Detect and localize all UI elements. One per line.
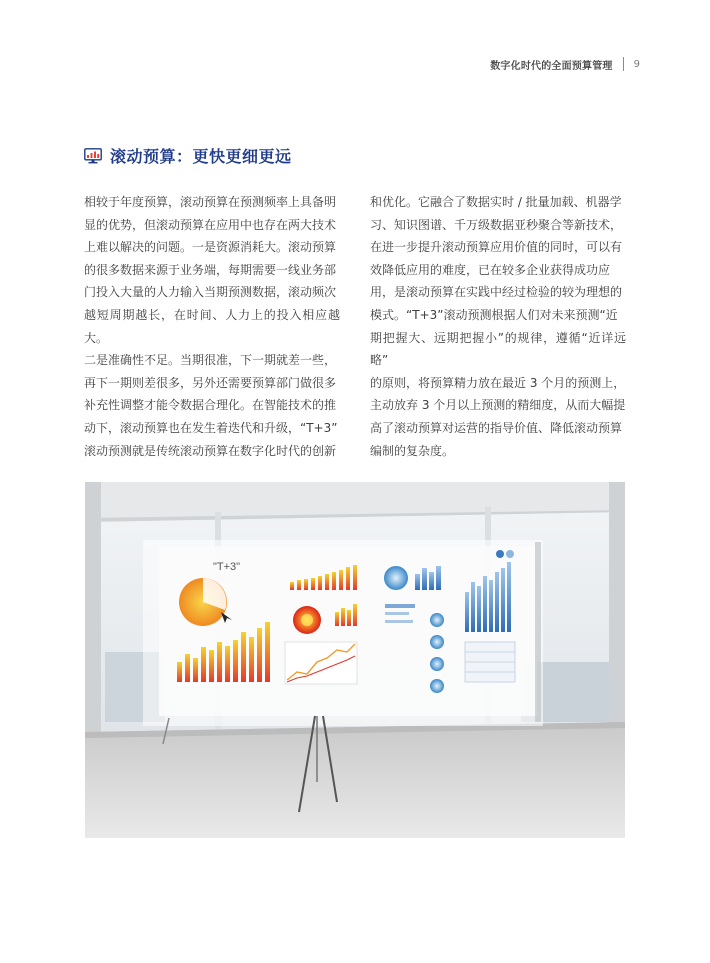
running-header	[490, 57, 640, 71]
paragraph-line: 滚动预测就是传统滚动预算在数字化时代的创新	[84, 443, 337, 458]
paragraph-line: 习、知识图谱、千万级数据亚秒聚合等新技术，	[370, 217, 623, 232]
paragraph-line: 越短周期越长，在时间、人力上的投入相应越大。	[84, 307, 340, 345]
paragraph-line: 和优化。它融合了数据实时 / 批量加载、机器学	[370, 195, 622, 209]
header-divider	[623, 57, 624, 71]
photo-illustration	[85, 482, 625, 838]
office-dashboard-photo	[85, 482, 625, 838]
paragraph-line: 主动放弃 3 个月以上预测的精细度，从而大幅提	[370, 398, 626, 413]
page-number: 9	[633, 58, 640, 70]
paragraph-line: 二是准确性不足。当期很准，下一期就差一些，	[84, 353, 337, 368]
paragraph-line: 补充性调整才能令数据合理化。在智能技术的推	[84, 398, 337, 413]
paragraph-line: 效降低应用的难度，已在较多企业获得成功应	[370, 262, 611, 277]
paragraph-line: 编制的复杂度。	[370, 443, 455, 458]
paragraph-line: 高了滚动预算对运营的指导价值、降低滚动预算	[370, 420, 623, 435]
paragraph-line: 的原则，将预算精力放在最近 3 个月的预测上，	[370, 375, 626, 390]
paragraph-line: 再下一期则差很多，另外还需要预算部门做很多	[84, 375, 337, 390]
body-column-left	[84, 191, 340, 462]
paragraph-line: 动下，滚动预算也在发生着迭代和升级，“T+3”	[84, 420, 338, 435]
paragraph-line: 模式。“T+3”滚动预测根据人们对未来预测“近	[370, 307, 618, 322]
section-title: 滚动预算：更快更细更远	[110, 147, 292, 166]
paragraph-line: 门投入大量的人力输入当期预测数据，滚动频次	[84, 285, 337, 300]
body-column-right	[370, 191, 626, 462]
paragraph-line: 期把握大、远期把握小”的规律，遵循“近详远略”	[370, 330, 626, 368]
paragraph-line: 的很多数据来源于业务端，每期需要一线业务部	[84, 262, 337, 277]
paragraph-line: 上难以解决的问题。一是资源消耗大。滚动预算	[84, 240, 337, 255]
section-heading	[84, 144, 292, 167]
paragraph-line: 在进一步提升滚动预算应用价值的同时，可以有	[370, 240, 623, 255]
board-label: "T+3"	[213, 561, 241, 573]
paragraph-line: 显的优势，但滚动预算在应用中也存在两大技术	[84, 217, 337, 232]
running-header-title: 数字化时代的全面预算管理	[490, 60, 613, 72]
monitor-chart-icon	[84, 148, 102, 164]
paragraph-line: 相较于年度预算，滚动预算在预测频率上具备明	[84, 195, 337, 209]
paragraph-line: 用，是滚动预算在实践中经过检验的较为理想的	[370, 285, 623, 300]
